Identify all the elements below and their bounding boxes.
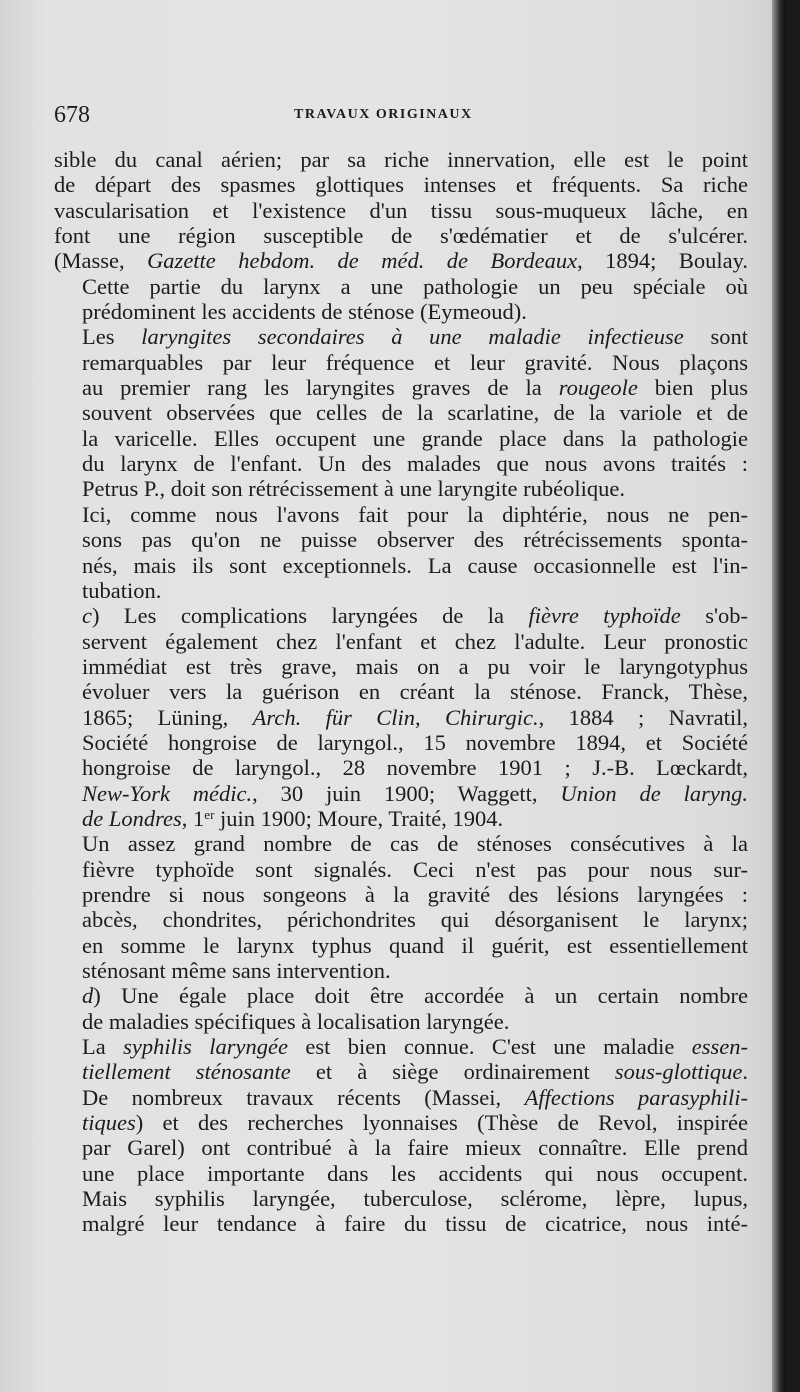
text-line: nés, mais ils sont exceptionnels. La cause occasionnelle est l'in- bbox=[82, 552, 748, 578]
paragraph bbox=[54, 603, 748, 831]
page-header bbox=[54, 100, 744, 130]
text-line: font une région susceptible de s'œdématier et de s'ulcérer. bbox=[54, 223, 748, 249]
text-line: tiellement sténosante et à siège ordinairement sous-glottique. bbox=[82, 1059, 749, 1085]
text-line: tiques) et des recherches lyonnaises (Thèse de Revol, inspirée bbox=[82, 1110, 748, 1136]
text-line: prendre si nous songeons à la gravité des lésions laryngées : bbox=[82, 881, 748, 907]
text-line: c) Les complications laryngées de la fièvre typhoïde s'ob- bbox=[82, 603, 748, 629]
text-line: vascularisation et l'existence d'un tissu sous-muqueux lâche, en bbox=[54, 197, 748, 223]
text-line: New-York médic., 30 juin 1900; Waggett, Union de laryng. bbox=[82, 780, 748, 806]
paragraph bbox=[54, 1034, 748, 1237]
paragraph bbox=[54, 324, 748, 501]
paragraph bbox=[54, 274, 748, 325]
text-line: une place importante dans les accidents qui nous occupent. bbox=[82, 1160, 748, 1186]
text-line: La syphilis laryngée est bien connue. C'est une maladie essen- bbox=[82, 1034, 748, 1060]
text-line: tubation. bbox=[82, 577, 162, 603]
text-line: Les laryngites secondaires à une maladie infectieuse sont bbox=[82, 324, 748, 350]
text-line: en somme le larynx typhus quand il guérit, est essentiellement bbox=[82, 932, 748, 958]
text-line: remarquables par leur fréquence et leur gravité. Nous plaçons bbox=[82, 349, 748, 375]
text-line: Un assez grand nombre de cas de sténoses consécutives à la bbox=[82, 831, 748, 857]
text-line: Petrus P., doit son rétrécissement à une laryngite rubéolique. bbox=[82, 476, 625, 502]
text-line: sible du canal aérien; par sa riche innervation, elle est le point bbox=[54, 147, 748, 172]
text-line: évoluer vers la guérison en créant la sténose. Franck, Thèse, bbox=[82, 679, 748, 705]
text-line: malgré leur tendance à faire du tissu de cicatrice, nous inté- bbox=[82, 1211, 748, 1237]
paragraph bbox=[54, 831, 748, 983]
text-line: De nombreux travaux récents (Massei, Affections parasyphili- bbox=[82, 1084, 748, 1110]
paragraph bbox=[54, 147, 748, 274]
text-line: d) Une égale place doit être accordée à un certain nombre bbox=[82, 983, 748, 1009]
text-line: de départ des spasmes glottiques intenses et fréquents. Sa riche bbox=[54, 172, 748, 198]
page-edge-shadow bbox=[772, 0, 786, 1392]
text-line: la varicelle. Elles occupent une grande place dans la pathologie bbox=[82, 425, 748, 451]
text-line: au premier rang les laryngites graves de la rougeole bien plus bbox=[82, 375, 749, 401]
text-line: sons pas qu'on ne puisse observer des rétrécissements sponta- bbox=[82, 527, 748, 553]
text-line: souvent observées que celles de la scarlatine, de la variole et de bbox=[82, 400, 748, 426]
paragraph bbox=[54, 502, 748, 603]
text-line: de Londres, 1er juin 1900; Moure, Traité, 1904. bbox=[82, 805, 504, 831]
text-line: sténosant même sans intervention. bbox=[82, 958, 391, 983]
text-line: abcès, chondrites, périchondrites qui désorganisent le larynx; bbox=[82, 907, 748, 933]
text-line: fièvre typhoïde sont signalés. Ceci n'est pas pour nous sur- bbox=[82, 856, 748, 882]
text-line: hongroise de laryngol., 28 novembre 1901 ; J.-B. Lœckardt, bbox=[82, 755, 748, 781]
body-text bbox=[54, 147, 748, 1237]
running-title: TRAVAUX ORIGINAUX bbox=[294, 107, 473, 122]
text-line: (Masse, Gazette hebdom. de méd. de Bordeaux, 1894; Boulay. bbox=[54, 248, 749, 274]
text-line: par Garel) ont contribué à la faire mieux connaître. Elle prend bbox=[82, 1135, 748, 1161]
text-line: servent également chez l'enfant et chez l'adulte. Leur pronostic bbox=[82, 628, 748, 654]
page-number: 678 bbox=[54, 102, 90, 128]
text-line: du larynx de l'enfant. Un des malades que nous avons traités : bbox=[82, 451, 748, 477]
text-line: Société hongroise de laryngol., 15 novembre 1894, et Société bbox=[82, 729, 748, 755]
text-line: Cette partie du larynx a une pathologie un peu spéciale où bbox=[82, 273, 748, 299]
text-line: prédominent les accidents de sténose (Eymeoud). bbox=[82, 299, 527, 325]
paragraph bbox=[54, 983, 748, 1034]
text-line: Ici, comme nous l'avons fait pour la diphtérie, nous ne pen- bbox=[82, 501, 748, 527]
text-line: Mais syphilis laryngée, tuberculose, sclérome, lèpre, lupus, bbox=[82, 1186, 748, 1212]
text-line: de maladies spécifiques à localisation laryngée. bbox=[82, 1008, 510, 1034]
text-line: 1865; Lüning, Arch. für Clin, Chirurgic., 1884 ; Navratil, bbox=[82, 704, 749, 730]
text-line: immédiat est très grave, mais on a pu voir le laryngotyphus bbox=[82, 653, 748, 679]
